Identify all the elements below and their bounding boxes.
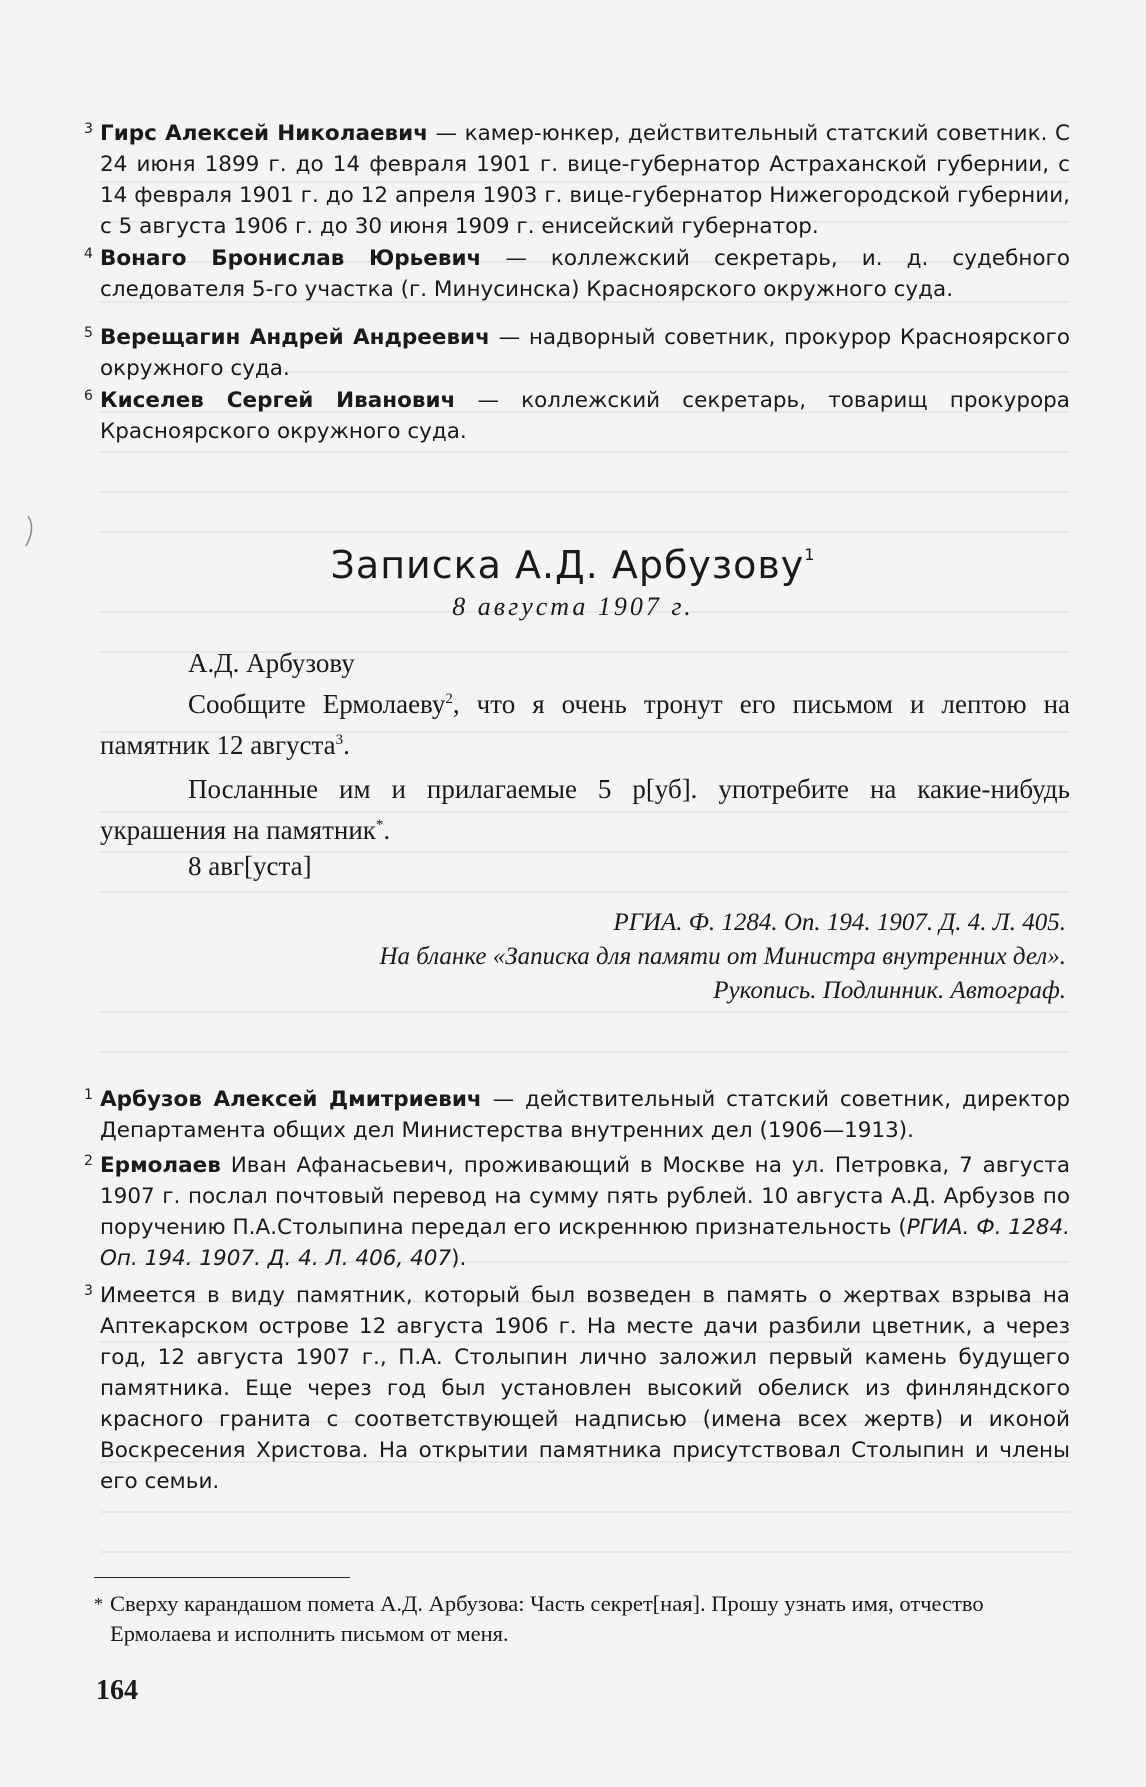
footnote-ref-2: 2 <box>445 691 453 707</box>
paragraph-1: Сообщите Ермолаеву$^2$, что я очень тронут его письмом и лептою на памятник 12 августа$^3$. <box>100 689 1070 760</box>
footnote-text: — действительный статский советник, директор Департамента общих дел Министерства внутренних дел (1906—1913). <box>100 1087 1071 1143</box>
footnote-ref-asterisk: * <box>375 817 384 833</box>
footnote-2: 2 Ермолаев Иван Афанасьевич, проживающий в Москве на ул. Петровка, 7 августа 1907 г. послал почтовый перевод на сумму пять рублей. 10 августа А.Д. Арбузов по поручению П.А.Столыпина передал его искреннюю признательность (РГИА. Ф. 1284. Оп. 194. 1907. Д. 4. Л. 406, 407). <box>100 1150 1070 1274</box>
footnote-marker: 5 <box>84 325 93 341</box>
footnote-marker: 6 <box>84 388 93 404</box>
top-footnote-4 <box>84 243 1070 305</box>
document-title <box>0 543 1146 587</box>
title-footnote-marker: 1 <box>804 545 816 564</box>
footnote-name: Киселев Сергей Иванович <box>100 388 456 413</box>
footnote-3 <box>84 1280 1070 1497</box>
document-title-text: Записка А.Д. Арбузову <box>330 543 805 587</box>
footnote-1 <box>84 1084 1071 1146</box>
footnote-marker: 3 <box>84 121 93 137</box>
footnote-name: Арбузов Алексей Дмитриевич <box>100 1087 482 1112</box>
blank-description: На бланке «Записка для памяти от Министра внутренних дел». <box>379 943 1066 970</box>
footnote-name: Верещагин Андрей Андреевич <box>100 325 490 350</box>
asterisk-footnote <box>94 1589 1070 1649</box>
paragraph-2: Посланные им и прилагаемые 5 р[уб]. употребите на какие-нибудь украшения на памятник*. <box>100 774 1070 845</box>
footnote-marker: 2 <box>84 1153 93 1169</box>
footnote-rule <box>94 1577 350 1578</box>
footnote-marker: 1 <box>84 1087 93 1103</box>
footnote-archive-ref: РГИА. Ф. 1284. Оп. 194. 1907. Д. 4. Л. 406, 407 <box>100 1215 1070 1271</box>
footnote-text: — коллежский секретарь, и. д. судебного следователя 5-го участка (г. Минусинска) Красноярского окружного суда. <box>100 246 1070 302</box>
footnote-marker: 4 <box>84 246 93 262</box>
footnote-text: Иван Афанасьевич, проживающий в Москве на ул. Петровка, 7 августа 1907 г. послал почтовый перевод на сумму пять рублей. 10 августа А.Д. Арбузов по поручению П.А.Столыпина передал его искреннюю признательность ( <box>100 1153 1070 1240</box>
footnote-text: — коллежский секретарь, товарищ прокурора Красноярского окружного суда. <box>100 388 1070 444</box>
document-date: 8 августа 1907 г. <box>452 592 694 621</box>
footnote-text: Имеется в виду памятник, который был возведен в память о жертвах взрыва на Аптекарском острове 12 августа 1906 г. На месте дачи разбили цветник, а через год, 12 августа 1907 г., П.А. Столыпин лично заложил первый камень будущего памятника. Еще через год был установлен высокий обелиск из финляндского красного гранита с соответствующей надписью (имена всех жертв) и иконой Воскресения Христова. На открытии памятника присутствовал Столыпин и члены его семьи. <box>100 1283 1070 1494</box>
document-body <box>100 645 1070 884</box>
footnote-name: Гирс Алексей Николаевич <box>100 121 428 146</box>
manuscript-type: Рукопись. Подлинник. Автограф. <box>713 977 1066 1004</box>
archive-source <box>379 906 1066 1008</box>
footnote-text: — надворный советник, прокурор Красноярского окружного суда. <box>100 325 1071 381</box>
page-number: 164 <box>96 1675 138 1706</box>
top-footnote-5 <box>84 322 1071 384</box>
footnote-ref-3: 3 <box>335 732 344 748</box>
top-footnote-6 <box>84 385 1070 447</box>
asterisk-marker: * <box>94 1594 103 1614</box>
footnote-name: Вонаго Бронислав Юрьевич <box>100 246 482 271</box>
addressee: А.Д. Арбузову <box>188 648 355 678</box>
footnote-marker: 3 <box>84 1283 93 1299</box>
asterisk-footnote-text: Сверху карандашом помета А.Д. Арбузова: Часть секрет[ная]. Прошу узнать имя, отчество Ермолаева и исполнить письмом от меня. <box>110 1591 984 1646</box>
top-footnote-3 <box>84 118 1070 242</box>
archive-reference: РГИА. Ф. 1284. Оп. 194. 1907. Д. 4. Л. 405. <box>613 909 1066 936</box>
signoff-date: 8 авг[уста] <box>188 851 312 881</box>
footnote-name: Ермолаев <box>100 1153 221 1178</box>
footnote-text: — камер-юнкер, действительный статский советник. С 24 июня 1899 г. до 14 февраля 1901 г. вице-губернатор Астраханской губернии, с 14 февраля 1901 г. до 12 апреля 1903 г. вице-губернатор Нижегородской губернии, с 5 августа 1906 г. до 30 июня 1909 г. енисейский губернатор. <box>100 121 1070 239</box>
